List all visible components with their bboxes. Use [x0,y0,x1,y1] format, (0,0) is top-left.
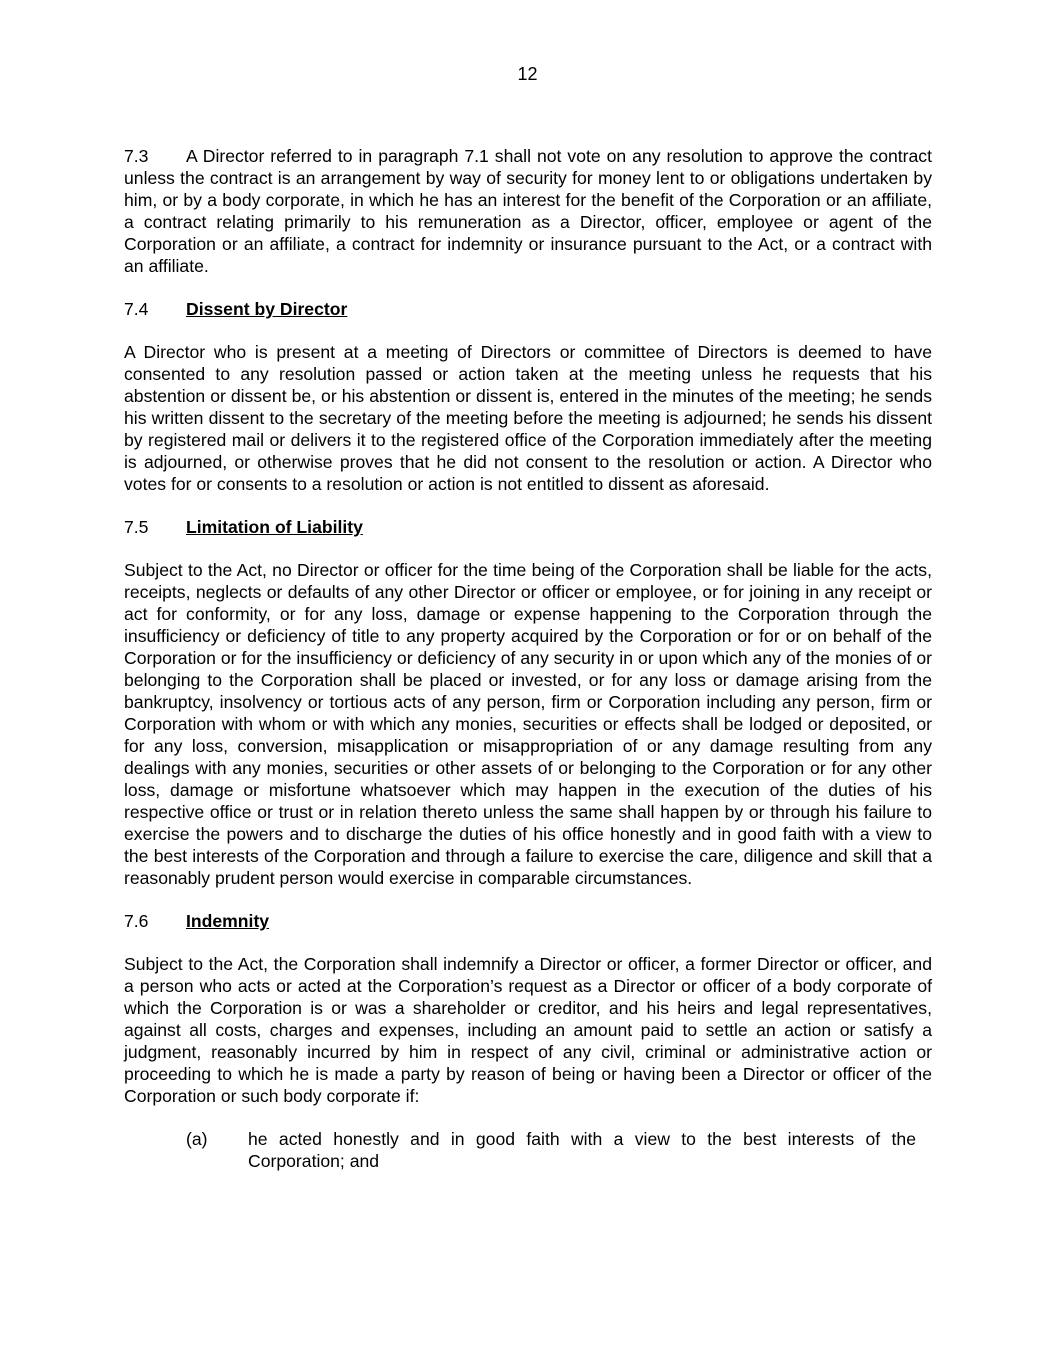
document-body [124,145,932,1172]
section-title: Dissent by Director [186,299,348,319]
section-number: 7.6 [124,911,149,931]
section-7-5-text: Subject to the Act, no Director or officer for the time being of the Corporation shall be liable for the acts, receipts, neglects or defaults of any other Director or officer or employee, or for joining in any receipt or act for conformity, or for any loss, damage or expense happening to the Corporation through the insufficiency or deficiency of title to any property acquired by the Corporation or for or on behalf of the Corporation or for the insufficiency or deficiency of any security in or upon which any of the monies of or belonging to the Corporation shall be placed or invested, or for any loss or damage arising from the bankruptcy, insolvency or tortious acts of any person, firm or Corporation including any person, firm or Corporation with whom or with which any monies, securities or effects shall be lodged or deposited, or for any loss, conversion, misapplication or misappropriation of or any damage resulting from any dealings with any monies, securities or other assets of or belonging to the Corporation or for any other loss, damage or misfortune whatsoever which may happen in the execution of the duties of his respective office or trust or in relation thereto unless the same shall happen by or through his failure to exercise the powers and to discharge the duties of his office honestly and in good faith with a view to the best interests of the Corporation and through a failure to exercise the care, diligence and skill that a reasonably prudent person would exercise in comparable circumstances. [124,560,932,888]
section-7-4-text: A Director who is present at a meeting of Directors or committee of Directors is deemed to have consented to any resolution passed or action taken at the meeting unless he requests that his abstention or dissent be, or his abstention or dissent is, entered in the minutes of the meeting; he sends his written dissent to the secretary of the meeting before the meeting is adjourned; he sends his dissent by registered mail or delivers it to the registered office of the Corporation immediately after the meeting is adjourned, or otherwise proves that he did not consent to the resolution or action. A Director who votes for or consents to a resolution or action is not entitled to dissent as aforesaid. [124,342,932,494]
section-number: 7.5 [124,517,149,537]
section-7-6-heading [124,910,932,932]
list-item-text: he acted honestly and in good faith with a view to the best interests of the Corporation; and [248,1129,916,1171]
section-7-4-heading [124,298,932,320]
list-item [124,1128,932,1172]
section-text: A Director referred to in paragraph 7.1 shall not vote on any resolution to approve the contract unless the contract is an arrangement by way of security for money lent to or obligations undertaken by him, or by a body corporate, in which he has an interest for the benefit of the Corporation or an affiliate, a contract relating primarily to his remuneration as a Director, officer, employee or agent of the Corporation or an affiliate, a contract for indemnity or insurance pursuant to the Act, or a contract with an affiliate. [124,146,932,276]
section-7-5-heading [124,516,932,538]
section-number: 7.3 [124,146,149,166]
section-title: Indemnity [186,911,270,931]
section-7-6-text: Subject to the Act, the Corporation shall indemnify a Director or officer, a former Director or officer, and a person who acts or acted at the Corporation’s request as a Director or officer of a body corporate of which the Corporation is or was a shareholder or creditor, and his heirs and legal representatives, against all costs, charges and expenses, including an amount paid to settle an action or satisfy a judgment, reasonably incurred by him in respect of any civil, criminal or administrative action or proceeding to which he is made a party by reason of being or having been a Director or officer of the Corporation or such body corporate if: [124,954,932,1106]
page-number: 12 [517,64,538,84]
section-title: Limitation of Liability [186,517,363,537]
list-item-label: (a) [186,1129,208,1149]
section-number: 7.4 [124,299,149,319]
section-7-3 [124,145,932,277]
